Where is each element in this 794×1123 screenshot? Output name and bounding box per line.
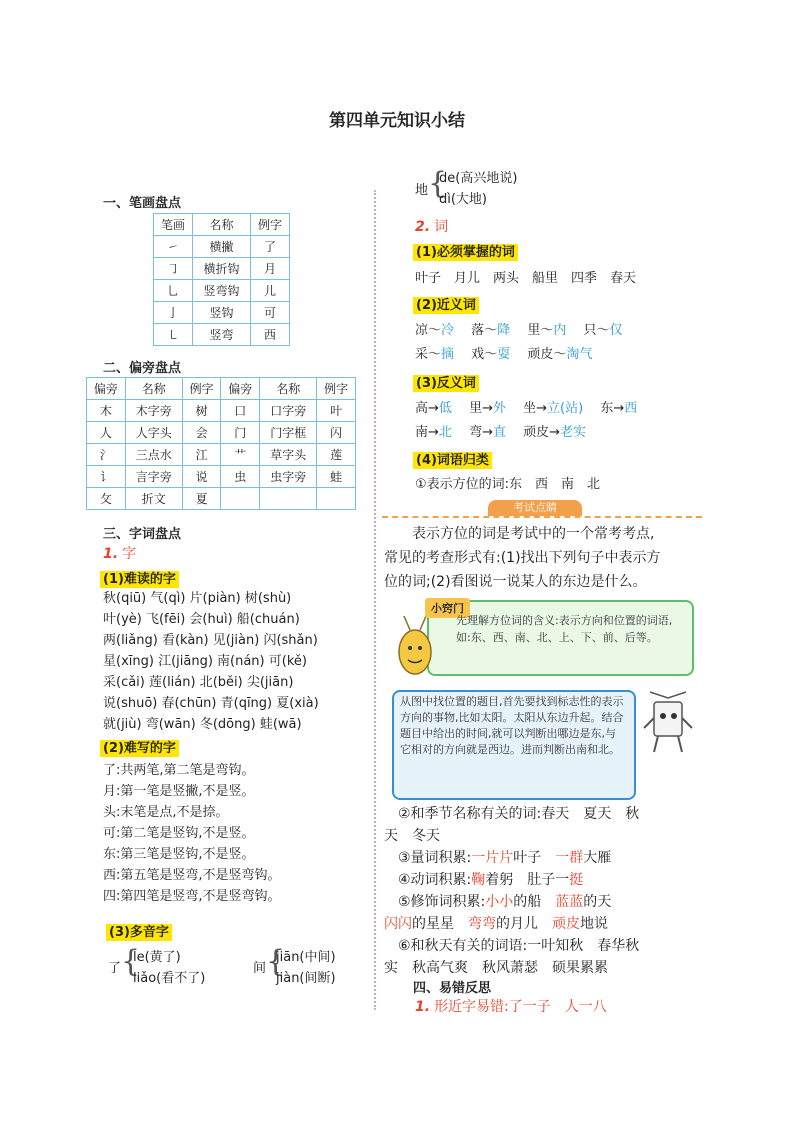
cell: 折文 bbox=[125, 488, 182, 510]
word: 戏～ bbox=[471, 347, 498, 362]
cell: 虫字旁 bbox=[260, 466, 317, 488]
highlight: 鞠 bbox=[471, 872, 486, 888]
word-answer: 淘气 bbox=[566, 347, 593, 362]
list-item: 秋(qiū) 气(qì) 片(piàn) 树(shù) bbox=[103, 591, 292, 606]
word-answer: 外 bbox=[492, 401, 506, 416]
col-header: 偏旁 bbox=[87, 378, 126, 400]
cell bbox=[260, 488, 317, 510]
robot-icon bbox=[640, 688, 700, 758]
polyphone-char: 了 bbox=[108, 961, 122, 976]
word: 里→ bbox=[469, 401, 493, 416]
highlight: 挺 bbox=[569, 872, 584, 888]
word-answer: 直 bbox=[492, 425, 506, 440]
section-strokes-heading: 一、笔画盘点 bbox=[103, 196, 182, 211]
subsection-title: 形近字易错:了一子 人一八 bbox=[434, 999, 607, 1015]
word-answer: 冷 bbox=[441, 323, 455, 338]
category-item bbox=[384, 869, 639, 891]
cell: 口 bbox=[221, 400, 260, 422]
list-item: 就(jiù) 弯(wān) 冬(dōng) 蛙(wā) bbox=[103, 717, 302, 732]
highlight: 闪闪 bbox=[384, 916, 412, 932]
list-item: 采(cǎi) 莲(lián) 北(běi) 尖(jiān) bbox=[103, 675, 294, 690]
cell: 口字旁 bbox=[260, 400, 317, 422]
cell: 木字旁 bbox=[125, 400, 182, 422]
cell: 夏 bbox=[182, 488, 221, 510]
polyphone-readings bbox=[439, 168, 517, 210]
word: 南→ bbox=[415, 425, 439, 440]
page-title: 第四单元知识小结 bbox=[329, 111, 465, 131]
exam-paragraph bbox=[384, 522, 661, 594]
list-item: 月:第一笔是竖撇,不是竖。 bbox=[103, 784, 255, 799]
cell: 月 bbox=[250, 258, 289, 280]
cell: 蛙 bbox=[317, 466, 356, 488]
subsection-words bbox=[415, 216, 448, 236]
brace-icon: { bbox=[428, 166, 448, 201]
cell: 乚 bbox=[154, 280, 193, 302]
word: 只～ bbox=[583, 323, 610, 338]
word-answer: 仅 bbox=[609, 323, 623, 338]
word-answer: 低 bbox=[438, 401, 452, 416]
brace-icon: { bbox=[121, 944, 141, 979]
text: 地说 bbox=[580, 916, 608, 932]
category-item: ⑥和秋天有关的词语:一叶知秋 春华秋 bbox=[384, 938, 640, 954]
highlight: 一片片 bbox=[471, 850, 514, 866]
word: 凉～ bbox=[415, 323, 442, 338]
subsection-number: 1. bbox=[103, 546, 119, 562]
cell: 竖弯 bbox=[193, 324, 251, 346]
list-item: 可:第二笔是竖钩,不是竖。 bbox=[103, 826, 255, 841]
polyphone-char: 间 bbox=[253, 961, 267, 976]
list-item: 说(shuō) 春(chūn) 青(qīng) 夏(xià) bbox=[103, 696, 319, 711]
text: ④动词积累: bbox=[384, 872, 472, 888]
strokes-table bbox=[153, 213, 290, 346]
paragraph-line: 表示方位的词是考试中的一个常考考点, bbox=[384, 526, 655, 542]
highlight: 顽皮 bbox=[552, 916, 580, 932]
hint-text: 从图中找位置的题目,首先要找到标志性的表示方向的事物,比如太阳。太阳从东边升起。结合题目中给出的时间,就可以判断出哪边是东,与它相对的方向就是西边。进而判断出南和北。 bbox=[400, 695, 624, 756]
cell: ㇆ bbox=[154, 258, 193, 280]
word-answer: 内 bbox=[553, 323, 567, 338]
subsection-characters bbox=[103, 543, 136, 563]
antonym-line bbox=[415, 422, 586, 443]
text: 大雁 bbox=[583, 850, 612, 866]
synonym-line bbox=[415, 344, 592, 365]
text: ③量词积累: bbox=[384, 850, 472, 866]
subsection-title: 字 bbox=[122, 546, 137, 562]
brace-icon: { bbox=[266, 944, 286, 979]
cell: 虫 bbox=[221, 466, 260, 488]
category-item bbox=[384, 847, 639, 869]
cell: 竖弯钩 bbox=[193, 280, 251, 302]
highlight: 小小 bbox=[485, 894, 514, 910]
cell: 叶 bbox=[317, 400, 356, 422]
cell: 人 bbox=[87, 422, 126, 444]
col-header: 笔画 bbox=[154, 214, 193, 236]
cell: 会 bbox=[182, 422, 221, 444]
hard-to-write-label: (2)难写的字 bbox=[100, 740, 179, 757]
category-item bbox=[384, 891, 639, 913]
text: 的月儿 bbox=[496, 916, 552, 932]
word: 顽皮～ bbox=[527, 347, 567, 362]
tip-label: 小窍门 bbox=[425, 598, 470, 618]
must-words: 叶子 月儿 两头 船里 四季 春天 bbox=[415, 271, 637, 286]
cell: 氵 bbox=[87, 444, 126, 466]
polyphone-char: 地 bbox=[415, 183, 429, 198]
cell: 人字头 bbox=[125, 422, 182, 444]
cell: 艹 bbox=[221, 444, 260, 466]
radicals-table bbox=[86, 377, 356, 510]
cell: 草字头 bbox=[260, 444, 317, 466]
list-item: 四:第四笔是竖弯,不是竖弯钩。 bbox=[103, 889, 281, 904]
col-header: 名称 bbox=[125, 378, 182, 400]
cell: 可 bbox=[250, 302, 289, 324]
word: 顽皮→ bbox=[523, 425, 561, 440]
cell: 树 bbox=[182, 400, 221, 422]
word: 高→ bbox=[415, 401, 439, 416]
word-answer: 降 bbox=[497, 323, 511, 338]
text: 的星星 bbox=[412, 916, 468, 932]
col-header: 例字 bbox=[182, 378, 221, 400]
text: 的船 bbox=[513, 894, 556, 910]
mascot-icon bbox=[390, 610, 440, 690]
cell: ㇄ bbox=[154, 324, 193, 346]
tip-text: 先理解方位词的含义:表示方向和位置的词语,如:东、西、南、北、上、下、前、后等。 bbox=[456, 614, 673, 644]
category-item bbox=[384, 913, 639, 935]
cell: 莲 bbox=[317, 444, 356, 466]
cell: 门 bbox=[221, 422, 260, 444]
cell: ㇀ bbox=[154, 236, 193, 258]
writing-list bbox=[103, 760, 281, 907]
col-header: 名称 bbox=[260, 378, 317, 400]
col-header: 名称 bbox=[193, 214, 251, 236]
list-item: 头:末笔是点,不是捺。 bbox=[103, 805, 229, 820]
subsection-number: 2. bbox=[415, 219, 431, 235]
cell: 三点水 bbox=[125, 444, 182, 466]
exam-tip-banner: 考试点睛 bbox=[488, 500, 582, 516]
cell bbox=[221, 488, 260, 510]
reading-list bbox=[103, 588, 319, 735]
category-item: ①表示方位的词:东 西 南 北 bbox=[415, 477, 601, 492]
polyphone-label: (3)多音字 bbox=[106, 924, 172, 941]
polyphone-readings bbox=[276, 947, 336, 989]
cell bbox=[317, 488, 356, 510]
list-item: jiān(中间) bbox=[276, 950, 336, 965]
cell: 儿 bbox=[250, 280, 289, 302]
polyphone-readings bbox=[133, 947, 205, 989]
list-item: 星(xīng) 江(jiāng) 南(nán) 可(kě) bbox=[103, 654, 307, 669]
list-item: 叶(yè) 飞(fēi) 会(huì) 船(chuán) bbox=[103, 612, 300, 627]
cell: 了 bbox=[250, 236, 289, 258]
highlight: 一群 bbox=[555, 850, 584, 866]
word: 东→ bbox=[600, 401, 625, 416]
list-item: le(黄了) bbox=[133, 950, 181, 965]
cell: 木 bbox=[87, 400, 126, 422]
word-answer: 耍 bbox=[497, 347, 511, 362]
list-item: de(高兴地说) bbox=[439, 171, 518, 186]
cell: 横撇 bbox=[193, 236, 251, 258]
subsection-title: 词 bbox=[434, 219, 449, 235]
list-item: 东:第三笔是竖钩,不是竖。 bbox=[103, 847, 255, 862]
must-master-label: (1)必须掌握的词 bbox=[413, 244, 518, 261]
text: 叶子 bbox=[513, 850, 556, 866]
cell: 江 bbox=[182, 444, 221, 466]
list-item: jiàn(间断) bbox=[276, 971, 336, 986]
subsection-number: 1. bbox=[415, 999, 431, 1015]
list-item: 西:第五笔是竖弯,不是竖弯钩。 bbox=[103, 868, 281, 883]
word: 采～ bbox=[415, 347, 442, 362]
section-mistakes-heading: 四、易错反思 bbox=[413, 981, 492, 996]
cell: 亅 bbox=[154, 302, 193, 324]
category-item: 实 秋高气爽 秋风萧瑟 硕果累累 bbox=[384, 960, 608, 976]
subsection-similar-chars bbox=[415, 996, 607, 1016]
section-words-heading: 三、字词盘点 bbox=[103, 527, 182, 542]
text: 着躬 肚子一 bbox=[485, 872, 570, 888]
antonym-line bbox=[415, 398, 637, 419]
word: 里～ bbox=[527, 323, 554, 338]
cell: 言字旁 bbox=[125, 466, 182, 488]
cell: 门字框 bbox=[260, 422, 317, 444]
cell: 西 bbox=[250, 324, 289, 346]
word: 坐→ bbox=[523, 401, 548, 416]
category-item: ②和季节名称有关的词:春天 夏天 秋 bbox=[384, 806, 640, 822]
col-header: 例字 bbox=[317, 378, 356, 400]
category-label: (4)词语归类 bbox=[413, 452, 492, 469]
word-answer: 北 bbox=[438, 425, 452, 440]
list-item: 两(liǎng) 看(kàn) 见(jiàn) 闪(shǎn) bbox=[103, 633, 318, 648]
paragraph-line: 常见的考查形式有:(1)找出下列句子中表示方 bbox=[384, 550, 661, 566]
word: 弯→ bbox=[469, 425, 493, 440]
category-list bbox=[384, 803, 639, 979]
cell: 竖钩 bbox=[193, 302, 251, 324]
col-header: 偏旁 bbox=[221, 378, 260, 400]
banner-divider bbox=[382, 516, 702, 518]
cell: 横折钩 bbox=[193, 258, 251, 280]
word-answer: 老实 bbox=[560, 425, 587, 440]
highlight: 蓝蓝 bbox=[555, 894, 584, 910]
highlight: 弯弯 bbox=[468, 916, 496, 932]
cell: 讠 bbox=[87, 466, 126, 488]
cell: 攵 bbox=[87, 488, 126, 510]
word: 落～ bbox=[471, 323, 498, 338]
text: 的天 bbox=[583, 894, 612, 910]
word-answer: 立(站) bbox=[547, 401, 584, 416]
cell: 闪 bbox=[317, 422, 356, 444]
hard-to-read-label: (1)难读的字 bbox=[100, 571, 179, 588]
list-item: dì(大地) bbox=[439, 192, 488, 207]
word-answer: 西 bbox=[624, 401, 638, 416]
cell: 说 bbox=[182, 466, 221, 488]
paragraph-line: 位的词;(2)看图说一说某人的东边是什么。 bbox=[384, 574, 647, 590]
category-item: 天 冬天 bbox=[384, 828, 440, 844]
antonym-label: (3)反义词 bbox=[413, 375, 479, 392]
synonym-label: (2)近义词 bbox=[413, 297, 479, 314]
list-item: liǎo(看不了) bbox=[133, 971, 206, 986]
col-header: 例字 bbox=[250, 214, 289, 236]
word-answer: 摘 bbox=[441, 347, 455, 362]
synonym-line bbox=[415, 320, 623, 341]
column-divider bbox=[374, 190, 376, 1010]
text: ⑤修饰词积累: bbox=[384, 894, 486, 910]
section-radicals-heading: 二、偏旁盘点 bbox=[103, 361, 182, 376]
list-item: 了:共两笔,第二笔是弯钩。 bbox=[103, 763, 255, 778]
